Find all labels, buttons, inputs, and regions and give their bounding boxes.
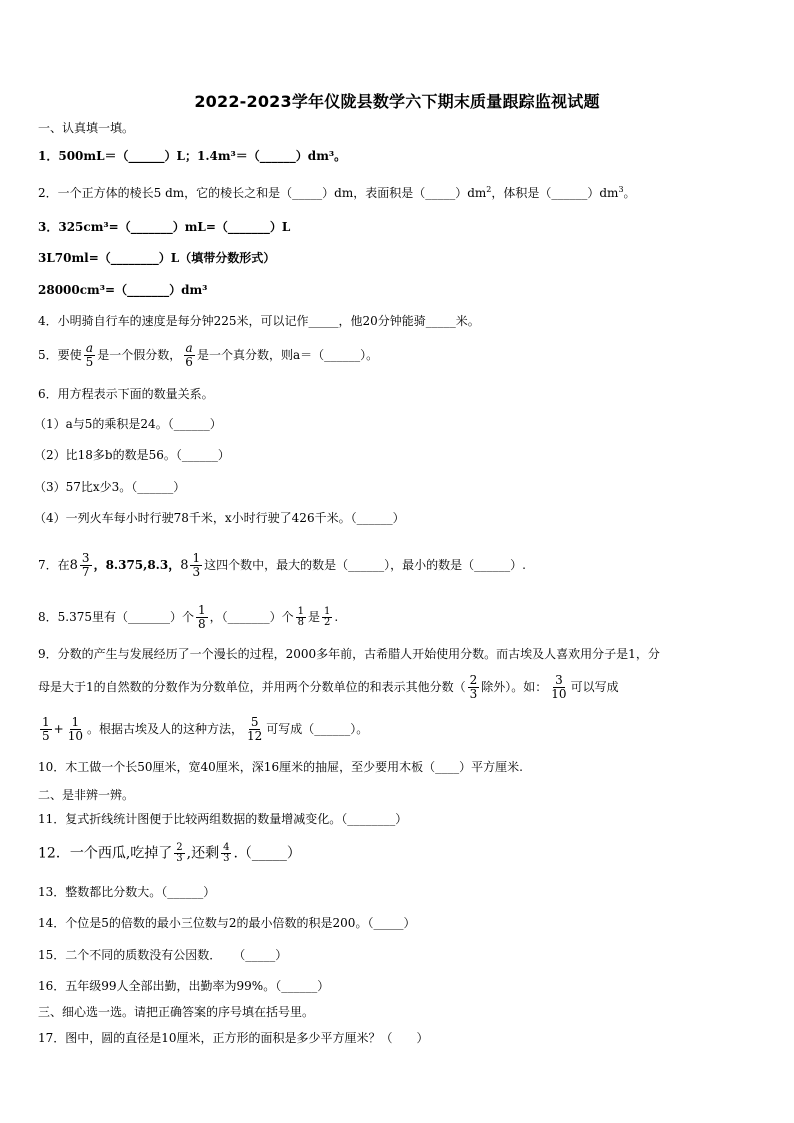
fraction [468,674,480,701]
question-13: 13．整数都比分数大。（______） [38,885,216,899]
question-9-text: 。根据古埃及人的这种方法， [86,722,243,736]
denominator: 3 [223,853,230,864]
fraction [296,607,306,628]
question-16: 16．五年级99人全部出勤，出勤率为99%。（______） [38,979,330,993]
denominator: 6 [185,355,193,369]
numerator: 1 [192,551,201,565]
question-9-text: 可以写成 [570,680,619,694]
question-9-line-1: 9．分数的产生与发展经历了一个漫长的过程，2000多年前，古希腊人开始使用分数。而古埃及人喜欢用分子是1，分 [38,647,660,661]
denominator: 7 [81,565,90,579]
question-12-part-a: 12．一个西瓜,吃掉了 [38,845,173,862]
section-heading-2: 二、是非辨一辨。 [38,788,135,802]
section-heading-1: 一、认真填一填。 [38,121,135,135]
question-3-line-1: 3．325cm³=（_______）mL=（_______）L [38,220,291,234]
fraction [221,843,231,864]
question-3-line-2: 3L70ml=（________）L（填带分数形式） [38,251,276,265]
numerator: a [85,341,94,355]
question-6-part-2: （2）比18多b的数是56。（______） [34,448,230,462]
question-9-line-3 [38,716,368,743]
question-7 [38,552,526,579]
question-12 [38,843,301,864]
question-12-part-c: .（_____） [233,845,301,862]
question-5-part-c: 是一个真分数，则a＝（______）。 [196,348,379,362]
numerator: 5 [250,715,259,729]
denominator: 5 [85,355,94,369]
numerator: 2 [469,673,478,687]
question-14: 14．个位是5的倍数的最小三位数与2的最小倍数的积是200。（_____） [38,916,416,930]
page-title: 2022-2023学年仪陇县数学六下期末质量跟踪监视试题 [194,92,600,111]
denominator: 3 [192,565,201,579]
numerator: 1 [42,715,50,729]
question-2-part-b: ，体积是（______）dm [491,186,619,200]
question-7-part-b: ，8.375,8.3， [93,558,181,572]
question-12-part-b: ,还剩 [186,845,220,862]
question-5 [38,342,378,369]
fraction [549,674,568,701]
numerator: 1 [198,603,206,617]
question-6-stem: 6．用方程表示下面的数量关系。 [38,387,214,401]
numerator: 4 [223,842,230,853]
question-9-text: 可写成（______）。 [266,722,369,736]
question-5-part-a: 5．要使 [38,348,82,362]
question-1: 1．500mL＝（______）L；1.4m³＝（______）dm³。 [38,149,347,163]
exponent: 3 [618,185,624,194]
numerator: 3 [555,673,563,687]
fraction [190,552,202,579]
question-8 [38,604,338,631]
plus-sign: + [53,722,64,736]
fraction [183,342,195,369]
numerator: 2 [176,842,183,853]
fraction [66,716,85,743]
question-6-part-3: （3）57比x少3。（______） [34,480,186,494]
fraction [84,342,96,369]
question-8-part-a: 8．5.375里有（_______）个 [38,610,194,624]
question-2-part-a: 2．一个正方体的棱长5 dm，它的棱长之和是（_____）dm，表面积是（_____）dm [38,186,487,200]
numerator: 1 [297,606,305,617]
question-4: 4．小明骑自行车的速度是每分钟225米，可以记作_____，他20分钟能骑_____米。 [38,314,480,328]
mixed-whole: 8 [180,558,189,573]
denominator: 12 [247,729,263,743]
question-9-text: 除外）。如： [481,680,548,694]
question-10: 10．木工做一个长50厘米，宽40厘米，深16厘米的抽屉，至少要用木板（____）平方厘米. [38,760,523,774]
section-heading-3: 三、细心选一选。请把正确答案的序号填在括号里。 [38,1005,315,1019]
denominator: 8 [198,617,206,631]
question-11: 11．复式折线统计图便于比较两组数据的数量增减变化。（________） [38,812,408,826]
fraction [322,607,332,628]
question-8-part-c: 是 [308,610,321,624]
denominator: 8 [297,617,305,628]
denominator: 2 [324,617,331,628]
fraction [245,716,264,743]
denominator: 10 [551,687,567,701]
question-3-line-3: 28000cm³=（_______）dm³ [38,283,208,297]
denominator: 3 [469,687,478,701]
numerator: 1 [71,715,80,729]
numerator: 3 [81,551,90,565]
fraction [174,843,184,864]
fraction [196,604,208,631]
question-17: 17．图中，圆的直径是10厘米，正方形的面积是多少平方厘米？（ ） [38,1031,429,1045]
numerator: a [185,341,193,355]
question-9-line-2 [38,674,619,701]
question-2-part-c: 。 [623,186,636,200]
question-6-part-1: （1）a与5的乘积是24。（______） [34,417,222,431]
denominator: 5 [42,729,50,743]
question-15: 15．二个不同的质数没有公因数． （_____） [38,948,288,962]
question-6-part-4: （4）一列火车每小时行驶78千米，x小时行驶了426千米。（______） [34,511,405,525]
exponent: 2 [486,185,492,194]
question-2 [38,182,636,201]
denominator: 10 [67,729,83,743]
question-5-part-b: 是一个假分数， [97,348,182,362]
question-7-part-a: 7．在 [38,558,70,572]
mixed-whole: 8 [69,558,78,573]
question-9-text: 母是大于1的自然数的分数作为分数单位，并用两个分数单位的和表示其他分数（ [38,680,466,694]
question-7-part-c: 这四个数中，最大的数是（______），最小的数是（______）. [204,558,526,572]
question-8-part-d: . [334,610,339,624]
fraction [40,716,52,743]
numerator: 1 [324,606,331,617]
fraction [80,552,92,579]
denominator: 3 [176,853,183,864]
question-8-part-b: ，（_______）个 [209,610,294,624]
